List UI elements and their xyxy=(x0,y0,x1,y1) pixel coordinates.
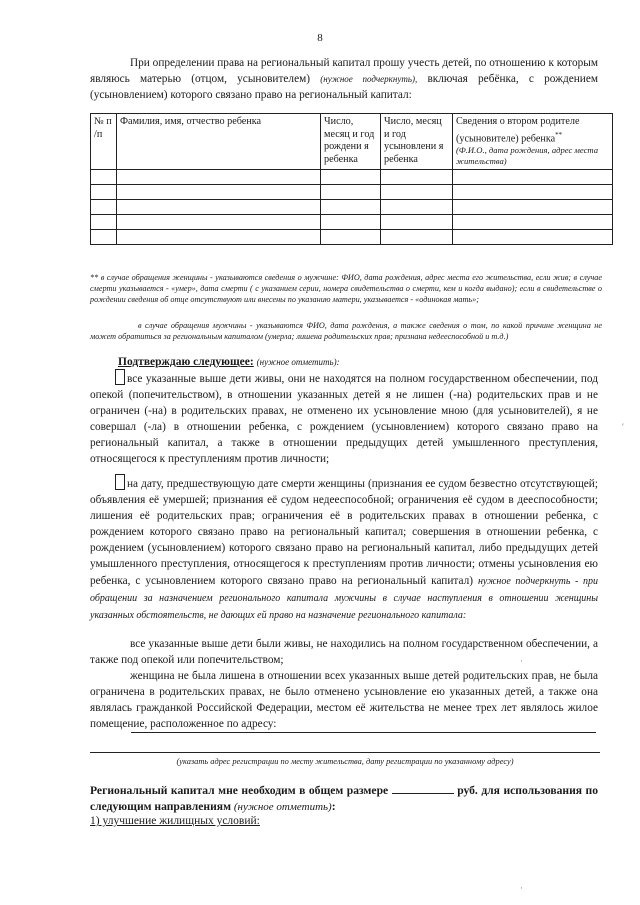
table-cell[interactable] xyxy=(117,170,321,185)
children-table xyxy=(90,113,613,245)
table-cell[interactable] xyxy=(321,170,381,185)
scan-mark: · xyxy=(520,883,523,893)
footnote-woman: ** в случае обращения женщины - указываются сведения о мужчине: ФИО, дата рождения, адрес места его жительства, если жив; в случае смерти указывается - «умер», дата смерти ( с указанием серии, номера свидетельства о смерти, кем и когда выдано); если в свидетельстве о рождении сведения об отце отсутствуют или внесены по указанию матери, указывается - «одинокая мать»; xyxy=(90,273,602,305)
table-cell[interactable] xyxy=(381,185,453,200)
table-row[interactable] xyxy=(91,200,613,215)
checkbox-death-date[interactable] xyxy=(115,474,125,490)
confirm-note: (нужное отметить): xyxy=(256,357,340,367)
table-cell[interactable] xyxy=(321,185,381,200)
table-cell[interactable] xyxy=(117,185,321,200)
intro-text-end: включая ребёнка, с рождением (усыновлением) которого связано право на региональный капитал: xyxy=(90,73,598,101)
header-second-parent-note: (Ф.И.О., дата рождения, адрес места жительства) xyxy=(456,145,599,167)
table-cell[interactable] xyxy=(91,185,117,200)
confirm-heading xyxy=(118,356,340,368)
option-death-date-note: нужное подчеркнуть - при обращении за назначением регионального капитала мужчины в случае наступления в отношении женщины указанных обстоятельств, не дающих ей право на назначение регионального капитала: xyxy=(90,575,598,621)
table-cell[interactable] xyxy=(91,230,117,245)
regional-currency: руб. для использования по следующим направлениям xyxy=(90,784,598,813)
header-birth-date: Число, месяц и год рождени я ребенка xyxy=(321,114,381,170)
option-death-date-text: на дату, предшествующую дате смерти женщины (признания ее судом безвестно отсутствующей; объявления её умершей; признания её судом недееспособной; ограничения её судом в дееспособности; лишения её родительских прав; ограничения её в родительских правах в отношении ребенка, с рождением которого связано право на региональный капитал; совершения в отношении ребенка, с рождением (усыновлением) которого связано право на региональный капитал, либо предыдущих детей умышленного преступления, относящегося к преступлениям против личности; отмены усыновления ею ребенка, с усыновлением которого связано право на региональный капитал) xyxy=(90,478,598,587)
table-cell[interactable] xyxy=(381,215,453,230)
table-cell[interactable] xyxy=(117,215,321,230)
page-number: 8 xyxy=(317,32,323,44)
header-footnote-mark: ** xyxy=(555,130,563,139)
header-child-name: Фамилия, имя, отчество ребенка xyxy=(117,114,321,170)
table-row[interactable] xyxy=(91,230,613,245)
regional-capital-amount xyxy=(90,783,598,815)
header-second-parent xyxy=(453,114,613,170)
amount-input-line[interactable] xyxy=(392,793,454,794)
regional-lead: Региональный капитал мне необходим в общем размере xyxy=(90,784,389,797)
intro-paragraph xyxy=(90,55,598,103)
table-cell[interactable] xyxy=(381,230,453,245)
intro-text: При определении права на региональный капитал прошу учесть детей, по отношению к которым являюсь матерью (отцом, усыновителем) xyxy=(90,57,598,85)
table-cell[interactable] xyxy=(321,200,381,215)
intro-note: (нужное подчеркнуть), xyxy=(320,74,418,84)
table-cell[interactable] xyxy=(381,200,453,215)
table-cell[interactable] xyxy=(381,170,453,185)
table-cell[interactable] xyxy=(321,215,381,230)
table-cell[interactable] xyxy=(453,170,613,185)
table-cell[interactable] xyxy=(117,230,321,245)
regional-end: : xyxy=(331,800,336,813)
table-cell[interactable] xyxy=(453,185,613,200)
address-hint: (указать адрес регистрации по месту жительства, дату регистрации по указанному адресу) xyxy=(176,757,514,766)
table-cell[interactable] xyxy=(453,200,613,215)
table-cell[interactable] xyxy=(321,230,381,245)
header-second-parent-text: Сведения о втором родителе (усыновителе) ребенка xyxy=(456,116,580,144)
clause-woman-rights: женщина не была лишена в отношении всех указанных выше детей родительских прав, не была ограничена в родительских правах, не было отменено усыновление ею указанных детей, а также она являлась гражданкой Российской Федерации, местом её жительства не менее трех лет являлось жилое помещение, расположенное по адресу: xyxy=(90,670,598,731)
regional-note: (нужное отметить) xyxy=(233,801,332,813)
option-death-date xyxy=(90,474,598,624)
address-input-line[interactable] xyxy=(131,732,596,733)
table-cell[interactable] xyxy=(453,230,613,245)
option-children-alive xyxy=(90,369,598,468)
table-cell[interactable] xyxy=(453,215,613,230)
table-cell[interactable] xyxy=(91,215,117,230)
table-row[interactable] xyxy=(91,185,613,200)
clause-children-alive: все указанные выше дети были живы, не находились на полном государственном обеспечении, а также под опекой или попечительством; xyxy=(90,638,598,667)
footnote-man: в случае обращения мужчины - указываются ФИО, дата рождения, а также сведения о том, по какой причине женщина не может обратиться за региональным капиталом (умерла; лишена родительских прав; признана недееспособной и т.д.) xyxy=(90,321,602,342)
scan-mark: ′ xyxy=(622,422,624,432)
direction-housing: 1) улучшение жилищных условий: xyxy=(90,815,260,827)
confirm-title: Подтверждаю следующее: xyxy=(118,356,254,368)
option-children-alive-text: все указанные выше дети живы, они не находятся на полном государственном обеспечении, под опекой (попечительством), в отношении указанных детей я не лишен (-на) родительских прав и не ограничен (-на) в родительских правах, не отменено их усыновление мною (для усыновителей), я не совершал (-ла) в отношении ребенка, с рождением (усыновлением) которого связано право на региональный капитал, а также в отношении предыдущих детей умышленного преступления, относящегося к преступлениям против личности; xyxy=(90,373,598,466)
table-cell[interactable] xyxy=(91,200,117,215)
checkbox-children-alive[interactable] xyxy=(115,369,125,385)
table-header-row xyxy=(91,114,613,170)
scan-mark: · xyxy=(520,656,523,666)
header-num: № п /п xyxy=(91,114,117,170)
address-input-line-2[interactable] xyxy=(90,752,600,753)
table-cell[interactable] xyxy=(117,200,321,215)
header-adoption-date: Число, месяц и год усыновлени я ребенка xyxy=(381,114,453,170)
table-row[interactable] xyxy=(91,170,613,185)
table-cell[interactable] xyxy=(91,170,117,185)
table-row[interactable] xyxy=(91,215,613,230)
